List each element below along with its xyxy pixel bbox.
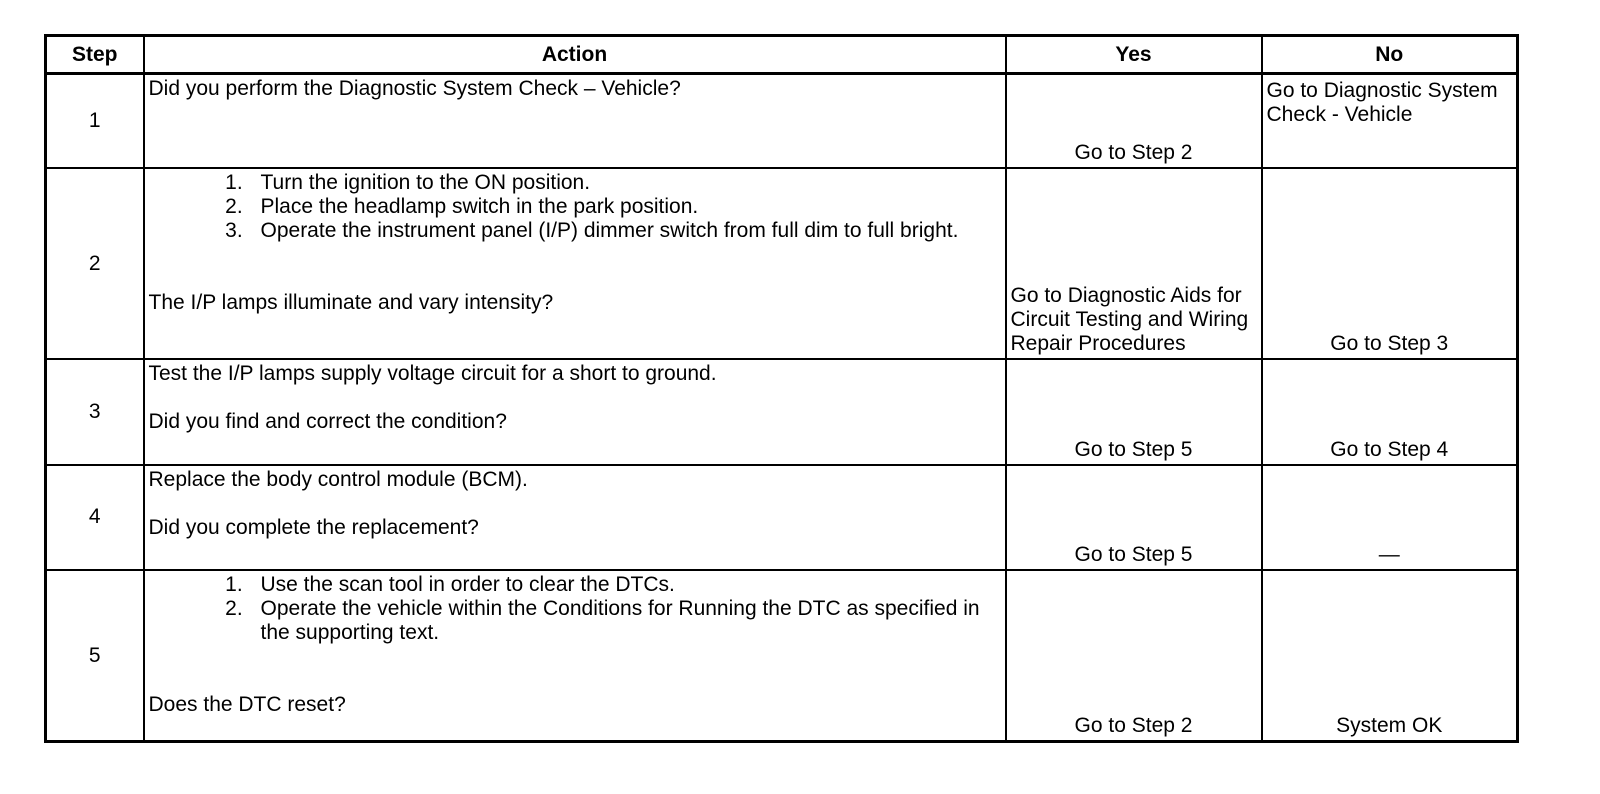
no-cell: Go to Step 4 (1262, 359, 1518, 465)
action-step-item: 2. Place the headlamp switch in the park position. (249, 195, 1001, 219)
table-row (46, 359, 1518, 465)
step-number: 2 (46, 168, 144, 358)
no-cell: Go to Step 3 (1262, 168, 1518, 358)
no-cell: System OK (1262, 570, 1518, 741)
action-cell (144, 465, 1006, 571)
action-instruction: Replace the body control module (BCM). (148, 467, 528, 491)
action-step-item: 3. Operate the instrument panel (I/P) dimmer switch from full dim to full bright. (249, 219, 1001, 243)
action-step-item: 1. Turn the ignition to the ON position. (249, 171, 1001, 195)
action-instruction: Test the I/P lamps supply voltage circuit for a short to ground. (148, 361, 717, 385)
header-no: No (1262, 36, 1518, 74)
no-cell: — (1262, 465, 1518, 571)
step-number: 3 (46, 359, 144, 465)
diagnostic-table (44, 34, 1519, 743)
action-question: Does the DTC reset? (148, 693, 346, 717)
action-cell (144, 74, 1006, 169)
yes-cell: Go to Step 5 (1006, 359, 1262, 465)
table-row (46, 168, 1518, 358)
step-number: 5 (46, 570, 144, 741)
table-row (46, 74, 1518, 169)
header-yes: Yes (1006, 36, 1262, 74)
table-header-row (46, 36, 1518, 74)
table-row (46, 570, 1518, 741)
action-step-item: 1. Use the scan tool in order to clear the DTCs. (249, 573, 1001, 597)
action-question: The I/P lamps illuminate and vary intensity? (148, 291, 554, 315)
yes-cell: Go to Step 2 (1006, 74, 1262, 169)
step-number: 4 (46, 465, 144, 571)
header-action: Action (144, 36, 1006, 74)
action-question: Did you find and correct the condition? (148, 409, 507, 433)
action-cell (144, 570, 1006, 741)
yes-cell: Go to Step 5 (1006, 465, 1262, 571)
action-steps-list (149, 573, 1001, 645)
action-cell (144, 168, 1006, 358)
yes-cell: Go to Diagnostic Aids for Circuit Testing and Wiring Repair Procedures (1006, 168, 1262, 358)
action-steps-list (149, 171, 1001, 243)
action-cell (144, 359, 1006, 465)
table-row (46, 465, 1518, 571)
header-step: Step (46, 36, 144, 74)
no-cell: Go to Diagnostic System Check - Vehicle (1262, 74, 1518, 169)
action-question: Did you perform the Diagnostic System Check – Vehicle? (148, 77, 681, 101)
action-step-item: 2. Operate the vehicle within the Conditions for Running the DTC as specified in the supporting text. (249, 597, 1001, 645)
action-question: Did you complete the replacement? (148, 515, 479, 539)
yes-cell: Go to Step 2 (1006, 570, 1262, 741)
step-number: 1 (46, 74, 144, 169)
